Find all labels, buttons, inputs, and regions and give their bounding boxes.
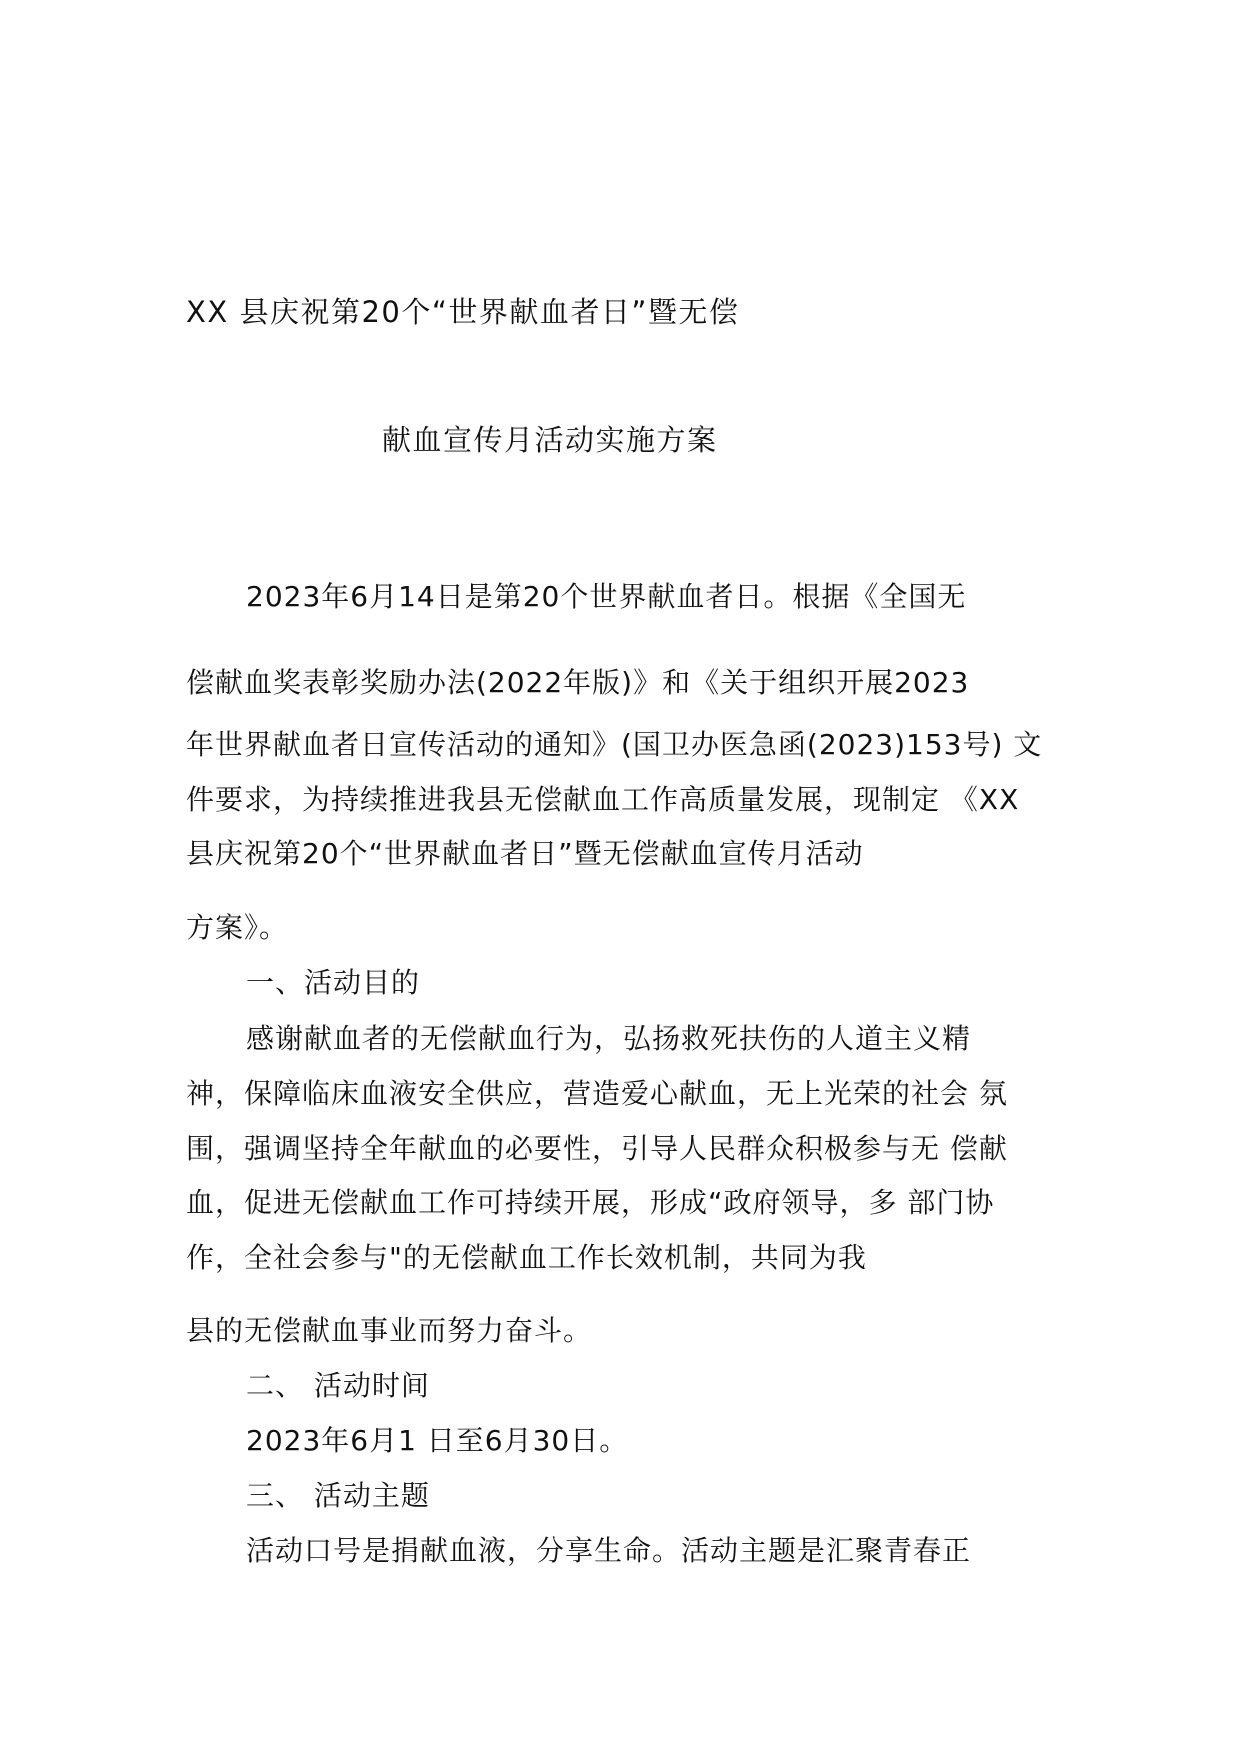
title-line-1: XX 县庆祝第20个“世界献血者日”暨无偿 xyxy=(186,295,740,329)
section-1-heading: 一、活动目的 xyxy=(246,966,421,999)
section-2-line-1: 2023年6月1 日至6月30日。 xyxy=(246,1424,629,1457)
intro-line-5: 县庆祝第20个“世界献血者日”暨无偿献血宣传月活动 xyxy=(186,837,864,870)
section-1-line-3: 围，强调坚持全年献血的必要性，引导人民群众积极参与无 偿献 xyxy=(186,1132,1008,1165)
intro-line-2: 偿献血奖表彰奖励办法(2022年版)》和《关于组织开展2023 xyxy=(186,666,970,699)
section-1-line-6: 县的无偿献血事业而努力奋斗。 xyxy=(186,1314,593,1347)
title-line-2: 献血宣传月活动实施方案 xyxy=(382,423,718,457)
section-1-line-1: 感谢献血者的无偿献血行为，弘扬救死扶伤的人道主义精 xyxy=(246,1022,972,1055)
section-3-heading: 三、 活动主题 xyxy=(246,1479,430,1512)
section-1-line-5: 作，全社会参与"的无偿献血工作长效机制，共同为我 xyxy=(186,1241,867,1274)
section-3-line-1: 活动口号是捐献血液，分享生命。活动主题是汇聚青春正 xyxy=(246,1534,972,1567)
section-1-line-4: 血，促进无偿献血工作可持续开展，形成“政府领导，多 部门协 xyxy=(186,1186,995,1219)
section-1-line-2: 神，保障临床血液安全供应，营造爱心献血，无上光荣的社会 氛 xyxy=(186,1077,1008,1110)
intro-line-3: 年世界献血者日宣传活动的通知》(国卫办医急函(2023)153号) 文 xyxy=(186,728,1043,761)
section-2-heading: 二、 活动时间 xyxy=(246,1369,430,1402)
intro-line-4: 件要求，为持续推进我县无偿献血工作高质量发展，现制定 《XX xyxy=(186,783,1020,816)
intro-line-6: 方案》。 xyxy=(186,911,289,944)
intro-line-1: 2023年6月14日是第20个世界献血者日。根据《全国无 xyxy=(246,580,967,613)
